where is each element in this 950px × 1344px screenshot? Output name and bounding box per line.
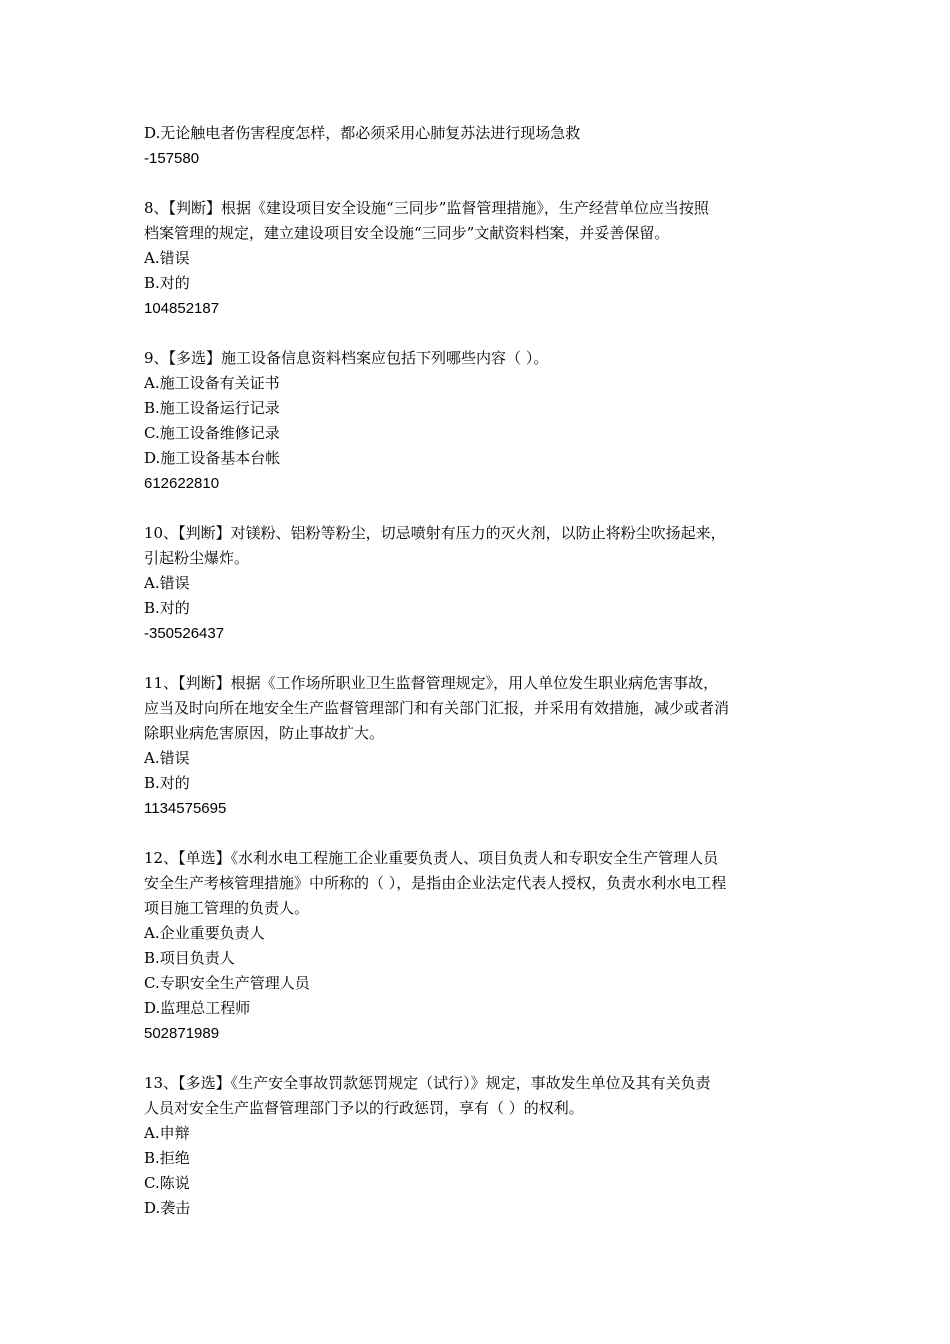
answer-code: 612622810 [144,475,220,492]
question-block-9 [144,346,810,496]
option-b: B.项目负责人 [144,949,235,967]
option-b: B.施工设备运行记录 [144,399,280,417]
question-text-line: 人员对安全生产监督管理部门予以的行政惩罚，享有（ ）的权利。 [144,1099,584,1117]
option-d: D.监理总工程师 [144,999,251,1017]
question-block-10 [144,521,810,646]
answer-code: 1134575695 [144,800,227,817]
option-d: D.无论触电者伤害程度怎样，都必须采用心肺复苏法进行现场急救 [144,124,581,142]
question-block-13 [144,1071,810,1221]
option-a: A.施工设备有关证书 [144,374,280,392]
question-text-line: 档案管理的规定，建立建设项目安全设施“三同步”文献资料档案，并妥善保留。 [144,224,670,242]
question-text-line: 10、【判断】对镁粉、铝粉等粉尘，切忌喷射有压力的灭火剂，以防止将粉尘吹扬起来， [144,524,726,542]
question-text-line: 9、【多选】施工设备信息资料档案应包括下列哪些内容（ ）。 [144,349,549,367]
option-a: A.错误 [144,749,190,767]
option-d: D.袭击 [144,1199,191,1217]
answer-code: 104852187 [144,300,220,317]
option-d: D.施工设备基本台帐 [144,449,281,467]
answer-code: 502871989 [144,1025,220,1042]
spacer [144,321,810,346]
answer-code: -350526437 [144,625,225,642]
spacer [144,496,810,521]
question-text-line: 应当及时向所在地安全生产监督管理部门和有关部门汇报，并采用有效措施，减少或者消 [144,699,730,717]
question-text-line: 引起粉尘爆炸。 [144,549,250,567]
question-text-line: 8、【判断】根据《建设项目安全设施“三同步”监督管理措施》，生产经营单位应当按照 [144,199,709,217]
spacer [144,646,810,671]
spacer [144,821,810,846]
spacer [144,171,810,196]
option-a: A.申辩 [144,1124,190,1142]
answer-code: -157580 [144,150,200,167]
option-b: B.对的 [144,274,190,292]
document-content [144,121,810,1221]
option-a: A.错误 [144,574,190,592]
option-b: B.对的 [144,599,190,617]
question-text-line: 11、【判断】根据《工作场所职业卫生监督管理规定》，用人单位发生职业病危害事故， [144,674,719,692]
option-c: C.专职安全生产管理人员 [144,974,310,992]
question-block-8 [144,196,810,321]
option-b: B.拒绝 [144,1149,190,1167]
option-c: C.施工设备维修记录 [144,424,280,442]
question-text-line: 13、【多选】《生产安全事故罚款惩罚规定（试行）》规定，事故发生单位及其有关负责 [144,1074,711,1092]
option-b: B.对的 [144,774,190,792]
spacer [144,1046,810,1071]
question-block-12 [144,846,810,1046]
option-a: A.企业重要负责人 [144,924,265,942]
question-text-line: 12、【单选】《水利水电工程施工企业重要负责人、项目负责人和专职安全生产管理人员 [144,849,719,867]
question-text-line: 安全生产考核管理措施》中所称的（ ），是指由企业法定代表人授权，负责水利水电工程 [144,874,727,892]
question-text-line: 除职业病危害原因，防止事故扩大。 [144,724,385,742]
option-c: C.陈说 [144,1174,190,1192]
option-a: A.错误 [144,249,190,267]
question-block-7-tail [144,121,810,171]
question-block-11 [144,671,810,821]
question-text-line: 项目施工管理的负责人。 [144,899,310,917]
